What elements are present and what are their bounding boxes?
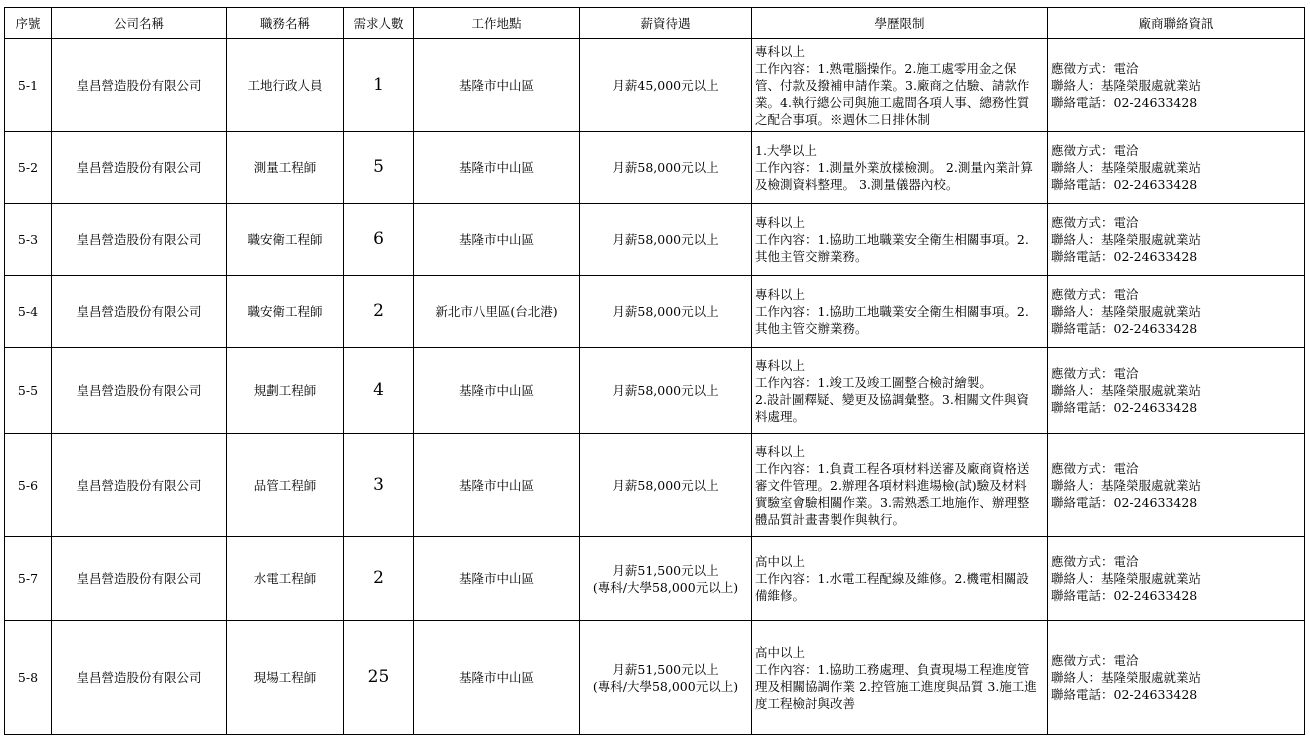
cell-no: 5-7 bbox=[5, 537, 52, 621]
table-row bbox=[5, 621, 1305, 735]
cell-no: 5-4 bbox=[5, 276, 52, 348]
cell-job: 品管工程師 bbox=[227, 434, 344, 537]
cell-count: 6 bbox=[344, 204, 414, 276]
education-line: 工作內容：1.負責工程各項材料送審及廠商資格送 bbox=[755, 460, 1030, 476]
cell-count: 2 bbox=[344, 537, 414, 621]
contact-line: 應徵方式：電洽 bbox=[1051, 287, 1139, 302]
contact-line: 應徵方式：電洽 bbox=[1051, 460, 1139, 476]
education-line: 其他主管交辦業務。 bbox=[755, 249, 868, 264]
cell-no: 5-5 bbox=[5, 348, 52, 434]
cell-contact bbox=[1048, 621, 1305, 735]
contact-line: 聯絡人：基隆榮服處就業站 bbox=[1051, 232, 1202, 247]
cell-company: 皇昌營造股份有限公司 bbox=[52, 434, 227, 537]
header-contact: 廠商聯絡資訊 bbox=[1048, 8, 1305, 39]
contact-line: 應徵方式：電洽 bbox=[1051, 653, 1139, 668]
education-line: 工作內容：1.水電工程配線及維修。2.機電相關設 bbox=[755, 571, 1029, 586]
contact-line: 應徵方式：電洽 bbox=[1051, 554, 1139, 569]
cell-location: 基隆市中山區 bbox=[414, 621, 580, 735]
education-line: 業。4.執行總公司與施工處間各項人事、總務性質 bbox=[755, 94, 1030, 110]
job-listing-document bbox=[4, 7, 1305, 735]
contact-line: 聯絡電話：02-24633428 bbox=[1051, 94, 1198, 110]
education-line: 工作內容：1.協助工地職業安全衛生相關事項。2. bbox=[755, 304, 1029, 319]
education-line: 1.大學以上 bbox=[755, 143, 817, 158]
cell-company: 皇昌營造股份有限公司 bbox=[52, 348, 227, 434]
cell-contact bbox=[1048, 537, 1305, 621]
cell-location: 基隆市中山區 bbox=[414, 537, 580, 621]
header-no: 序號 bbox=[5, 8, 52, 39]
table-row bbox=[5, 348, 1305, 434]
cell-no: 5-2 bbox=[5, 132, 52, 204]
cell-no: 5-8 bbox=[5, 621, 52, 735]
contact-line: 應徵方式：電洽 bbox=[1051, 143, 1139, 158]
cell-no: 5-3 bbox=[5, 204, 52, 276]
cell-location: 基隆市中山區 bbox=[414, 434, 580, 537]
education-line: 審文件管理。2.辦理各項材料進場檢(試)驗及材料 bbox=[755, 477, 1027, 493]
cell-salary bbox=[580, 276, 752, 348]
contact-line: 聯絡人：基隆榮服處就業站 bbox=[1051, 571, 1202, 586]
salary-line: 月薪58,000元以上 bbox=[612, 477, 719, 493]
salary-line: 月薪58,000元以上 bbox=[612, 232, 719, 247]
cell-education bbox=[752, 621, 1048, 735]
education-line: 工作內容：1.協助工地職業安全衛生相關事項。2. bbox=[755, 232, 1029, 247]
cell-contact bbox=[1048, 39, 1305, 132]
cell-contact bbox=[1048, 348, 1305, 434]
header-education: 學歷限制 bbox=[752, 8, 1048, 39]
education-line: 料處理。 bbox=[755, 408, 806, 424]
contact-line: 聯絡電話：02-24633428 bbox=[1051, 588, 1198, 603]
cell-count: 5 bbox=[344, 132, 414, 204]
education-line: 專科以上 bbox=[755, 357, 806, 373]
table-body bbox=[5, 39, 1305, 735]
cell-education bbox=[752, 39, 1048, 132]
cell-education bbox=[752, 132, 1048, 204]
education-line: 備維修。 bbox=[755, 588, 806, 603]
table-row bbox=[5, 276, 1305, 348]
header-location: 工作地點 bbox=[414, 8, 580, 39]
cell-salary bbox=[580, 348, 752, 434]
cell-salary bbox=[580, 621, 752, 735]
cell-education bbox=[752, 348, 1048, 434]
cell-count: 1 bbox=[344, 39, 414, 132]
cell-contact bbox=[1048, 276, 1305, 348]
education-line: 實驗室會驗相關作業。3.需熟悉工地施作、辦理整 bbox=[755, 494, 1030, 510]
salary-line: 月薪51,500元以上 bbox=[612, 661, 719, 677]
cell-salary bbox=[580, 204, 752, 276]
salary-line: 月薪58,000元以上 bbox=[612, 383, 719, 398]
cell-count: 4 bbox=[344, 348, 414, 434]
cell-salary bbox=[580, 132, 752, 204]
salary-line: 月薪51,500元以上 bbox=[612, 562, 719, 578]
education-line: 專科以上 bbox=[755, 443, 806, 459]
cell-education bbox=[752, 276, 1048, 348]
contact-line: 聯絡人：基隆榮服處就業站 bbox=[1051, 670, 1202, 685]
cell-company: 皇昌營造股份有限公司 bbox=[52, 537, 227, 621]
education-line: 之配合事項。※週休二日排休制 bbox=[755, 111, 931, 127]
cell-location: 新北市八里區(台北港) bbox=[414, 276, 580, 348]
education-line: 及檢測資料整理。 3.測量儀器內校。 bbox=[755, 177, 959, 192]
cell-company: 皇昌營造股份有限公司 bbox=[52, 132, 227, 204]
cell-job: 職安衛工程師 bbox=[227, 276, 344, 348]
education-line: 其他主管交辦業務。 bbox=[755, 321, 868, 336]
education-line: 2.設計圖釋疑、變更及協調彙整。3.相關文件與資 bbox=[755, 391, 1029, 407]
cell-job: 水電工程師 bbox=[227, 537, 344, 621]
cell-company: 皇昌營造股份有限公司 bbox=[52, 621, 227, 735]
header-salary: 薪資待遇 bbox=[580, 8, 752, 39]
contact-line: 聯絡電話：02-24633428 bbox=[1051, 400, 1198, 415]
education-line: 專科以上 bbox=[755, 43, 806, 59]
cell-job: 測量工程師 bbox=[227, 132, 344, 204]
header-company: 公司名稱 bbox=[52, 8, 227, 39]
job-table bbox=[4, 7, 1305, 735]
cell-contact bbox=[1048, 434, 1305, 537]
cell-company: 皇昌營造股份有限公司 bbox=[52, 276, 227, 348]
table-row bbox=[5, 39, 1305, 132]
contact-line: 應徵方式：電洽 bbox=[1051, 366, 1139, 381]
table-row bbox=[5, 537, 1305, 621]
cell-company: 皇昌營造股份有限公司 bbox=[52, 204, 227, 276]
cell-education bbox=[752, 434, 1048, 537]
cell-contact bbox=[1048, 132, 1305, 204]
cell-salary bbox=[580, 537, 752, 621]
contact-line: 聯絡人：基隆榮服處就業站 bbox=[1051, 160, 1202, 175]
cell-education bbox=[752, 204, 1048, 276]
cell-no: 5-6 bbox=[5, 434, 52, 537]
education-line: 度工程檢討與改善 bbox=[755, 695, 856, 711]
education-line: 專科以上 bbox=[755, 215, 806, 230]
cell-location: 基隆市中山區 bbox=[414, 348, 580, 434]
salary-line: (專科/大學58,000元以上) bbox=[592, 579, 739, 595]
contact-line: 聯絡電話：02-24633428 bbox=[1051, 249, 1198, 264]
salary-line: 月薪58,000元以上 bbox=[612, 160, 719, 175]
cell-education bbox=[752, 537, 1048, 621]
education-line: 工作內容：1.測量外業放樣檢測。 2.測量內業計算 bbox=[755, 160, 1033, 175]
cell-salary bbox=[580, 434, 752, 537]
contact-line: 聯絡人：基隆榮服處就業站 bbox=[1051, 304, 1202, 319]
cell-location: 基隆市中山區 bbox=[414, 132, 580, 204]
cell-salary bbox=[580, 39, 752, 132]
cell-location: 基隆市中山區 bbox=[414, 204, 580, 276]
contact-line: 應徵方式：電洽 bbox=[1051, 60, 1139, 76]
contact-line: 聯絡電話：02-24633428 bbox=[1051, 321, 1198, 336]
education-line: 高中以上 bbox=[755, 644, 806, 660]
cell-contact bbox=[1048, 204, 1305, 276]
contact-line: 聯絡電話：02-24633428 bbox=[1051, 494, 1198, 510]
contact-line: 應徵方式：電洽 bbox=[1051, 215, 1139, 230]
salary-line: 月薪45,000元以上 bbox=[612, 77, 719, 93]
header-job: 職務名稱 bbox=[227, 8, 344, 39]
cell-location: 基隆市中山區 bbox=[414, 39, 580, 132]
education-line: 專科以上 bbox=[755, 287, 806, 302]
cell-job: 規劃工程師 bbox=[227, 348, 344, 434]
salary-line: (專科/大學58,000元以上) bbox=[592, 678, 739, 694]
table-row bbox=[5, 132, 1305, 204]
salary-line: 月薪58,000元以上 bbox=[612, 304, 719, 319]
contact-line: 聯絡人：基隆榮服處就業站 bbox=[1051, 477, 1202, 493]
education-line: 管、付款及撥補申請作業。3.廠商之估驗、請款作 bbox=[755, 77, 1030, 93]
cell-job: 職安衛工程師 bbox=[227, 204, 344, 276]
cell-company: 皇昌營造股份有限公司 bbox=[52, 39, 227, 132]
education-line: 高中以上 bbox=[755, 554, 806, 569]
cell-count: 25 bbox=[344, 621, 414, 735]
cell-count: 3 bbox=[344, 434, 414, 537]
contact-line: 聯絡電話：02-24633428 bbox=[1051, 687, 1198, 702]
table-row bbox=[5, 434, 1305, 537]
education-line: 體品質計畫書製作與執行。 bbox=[755, 511, 906, 527]
education-line: 工作內容：1.竣工及竣工圖整合檢討繪製。 bbox=[755, 374, 992, 390]
header-count: 需求人數 bbox=[344, 8, 414, 39]
table-row bbox=[5, 204, 1305, 276]
contact-line: 聯絡人：基隆榮服處就業站 bbox=[1051, 77, 1202, 93]
contact-line: 聯絡人：基隆榮服處就業站 bbox=[1051, 383, 1202, 398]
cell-no: 5-1 bbox=[5, 39, 52, 132]
contact-line: 聯絡電話：02-24633428 bbox=[1051, 177, 1198, 192]
education-line: 理及相關協調作業 2.控管施工進度與品質 3.施工進 bbox=[755, 678, 1037, 694]
cell-count: 2 bbox=[344, 276, 414, 348]
education-line: 工作內容：1.熟電腦操作。2.施工處零用金之保 bbox=[755, 60, 1017, 76]
cell-job: 工地行政人員 bbox=[227, 39, 344, 132]
education-line: 工作內容：1.協助工務處理、負責現場工程進度管 bbox=[755, 661, 1030, 677]
header-row bbox=[5, 8, 1305, 39]
cell-job: 現場工程師 bbox=[227, 621, 344, 735]
